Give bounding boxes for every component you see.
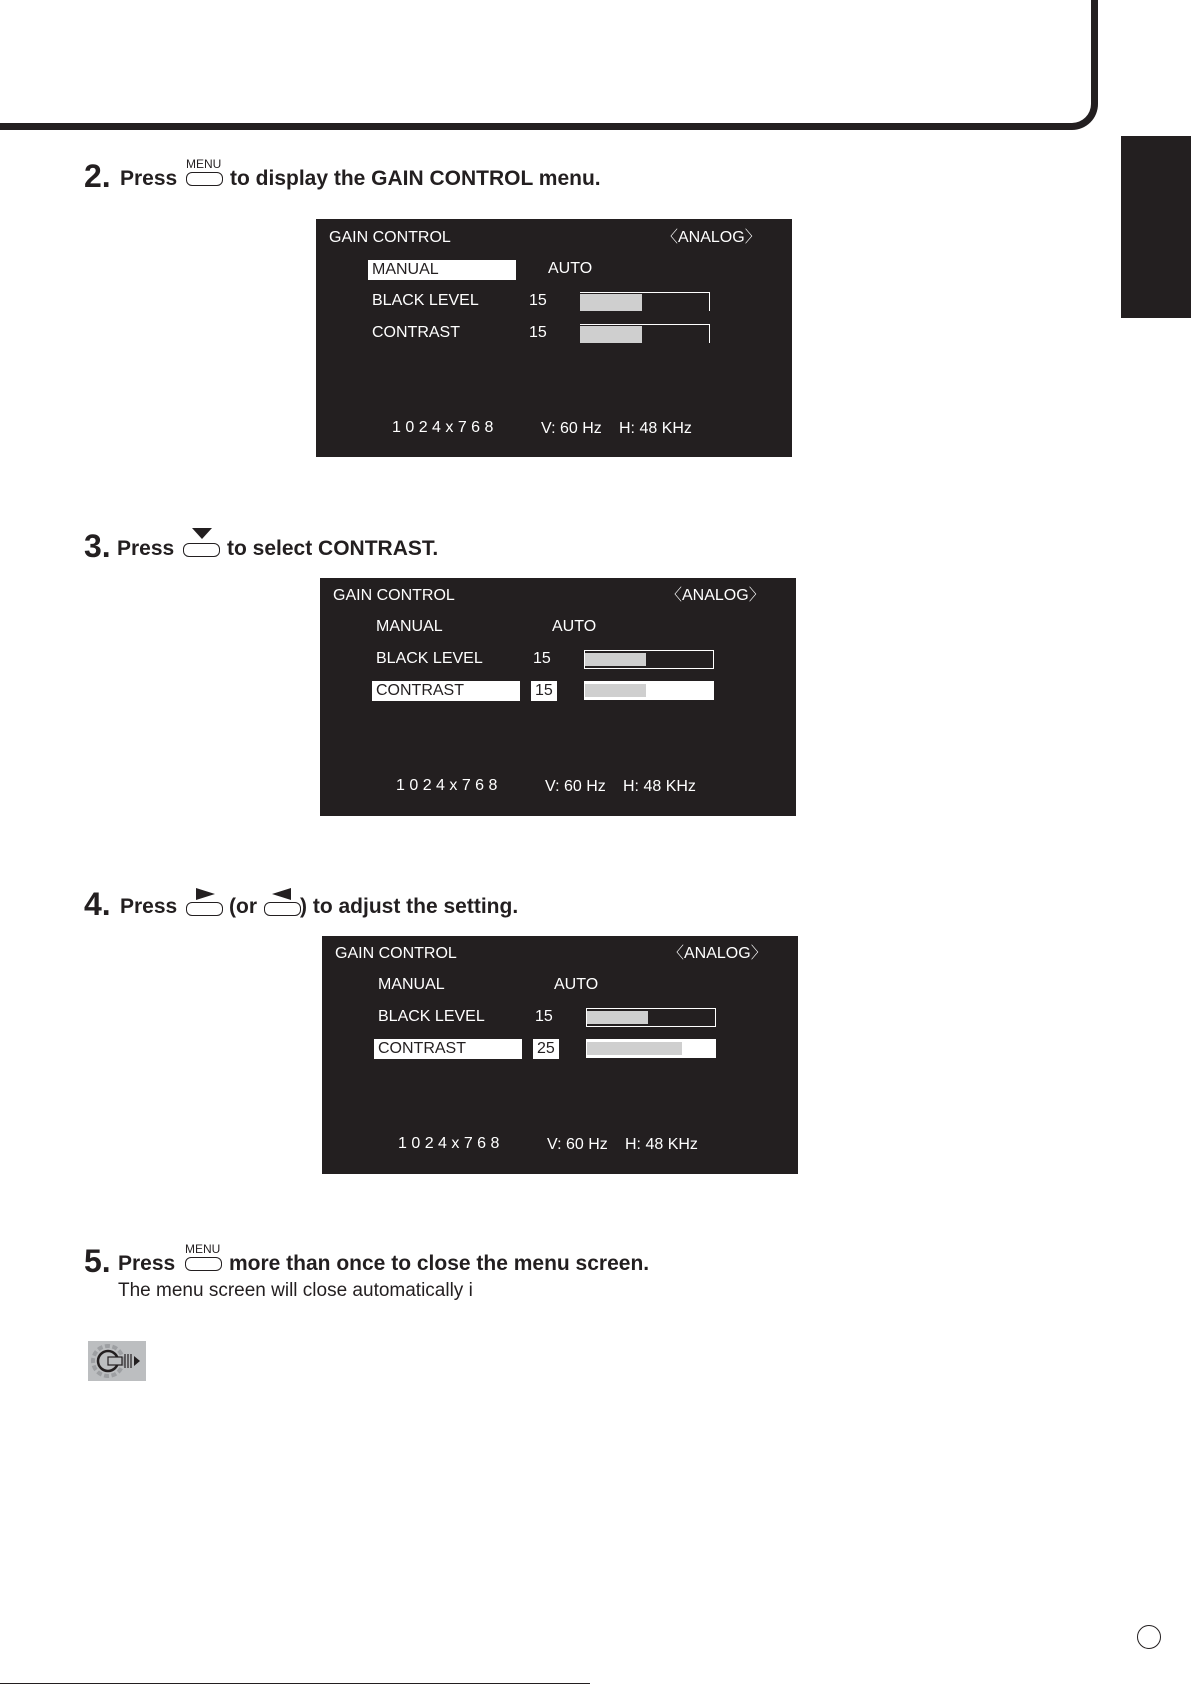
v-frequency: V: 60 Hz <box>541 420 602 437</box>
contrast-bar <box>584 681 714 700</box>
tip-icon <box>88 1341 146 1381</box>
contrast-value: 25 <box>533 1039 559 1059</box>
menu-button-label: MENU <box>186 157 222 171</box>
manual-option: MANUAL <box>378 976 445 993</box>
auto-option: AUTO <box>554 976 599 993</box>
resolution: 1 0 2 4 x 7 6 8 <box>398 1135 500 1152</box>
screen-title: GAIN CONTROL <box>329 229 451 246</box>
down-button-icon <box>183 543 220 557</box>
right-arrow-icon <box>196 888 215 900</box>
black-level-value: 15 <box>533 650 551 667</box>
contrast-label: CONTRAST <box>374 1039 522 1059</box>
step-number: 5. <box>84 1243 111 1279</box>
h-frequency: H: 48 KHz <box>619 420 692 437</box>
down-arrow-icon <box>192 528 212 539</box>
right-button-icon <box>186 902 223 916</box>
step-5 <box>84 1237 724 1277</box>
menu-button-icon <box>185 1257 222 1271</box>
black-level-label: BLACK LEVEL <box>376 650 483 667</box>
manual-option: MANUAL <box>368 260 516 280</box>
step-number: 3. <box>84 528 111 564</box>
gain-control-screen-1 <box>316 219 792 457</box>
black-level-fill <box>580 294 642 311</box>
top-frame <box>0 0 1098 130</box>
step-press: Press <box>120 895 178 918</box>
step-4 <box>84 880 684 920</box>
black-level-label: BLACK LEVEL <box>372 292 479 309</box>
screen-source: 〈ANALOG〉 <box>666 587 765 604</box>
menu-button-label: MENU <box>185 1242 221 1256</box>
page-number-circle <box>1137 1625 1161 1649</box>
auto-close-note: The menu screen will close automatically i <box>118 1280 473 1301</box>
auto-option: AUTO <box>552 618 597 635</box>
contrast-bar <box>586 1039 716 1058</box>
contrast-value: 15 <box>531 681 557 701</box>
black-level-fill <box>587 1011 648 1024</box>
black-level-value: 15 <box>535 1008 553 1025</box>
h-frequency: H: 48 KHz <box>625 1136 698 1153</box>
contrast-value: 15 <box>529 324 547 341</box>
contrast-label: CONTRAST <box>372 681 520 701</box>
step-press: Press <box>120 167 178 190</box>
screen-source: 〈ANALOG〉 <box>668 945 767 962</box>
left-button-icon <box>264 902 301 916</box>
step-press: Press <box>118 1252 176 1275</box>
step-text: ) to adjust the setting. <box>300 895 519 918</box>
black-level-bar <box>586 1008 716 1027</box>
step-2 <box>84 152 684 192</box>
step-press: Press <box>117 537 175 560</box>
resolution: 1 0 2 4 x 7 6 8 <box>392 419 494 436</box>
v-frequency: V: 60 Hz <box>545 778 606 795</box>
contrast-fill <box>580 326 642 343</box>
screen-title: GAIN CONTROL <box>335 945 457 962</box>
step-number: 2. <box>84 158 111 194</box>
screen-source: 〈ANALOG〉 <box>662 229 761 246</box>
menu-button-icon <box>186 172 223 186</box>
left-arrow-icon <box>272 888 291 900</box>
black-level-label: BLACK LEVEL <box>378 1008 485 1025</box>
step-text: to display the GAIN CONTROL menu. <box>230 167 601 190</box>
step-number: 4. <box>84 886 111 922</box>
step-text: more than once to close the menu screen. <box>229 1252 650 1275</box>
step-text: to select CONTRAST. <box>227 537 439 560</box>
black-level-value: 15 <box>529 292 547 309</box>
h-frequency: H: 48 KHz <box>623 778 696 795</box>
screen-title: GAIN CONTROL <box>333 587 455 604</box>
resolution: 1 0 2 4 x 7 6 8 <box>396 777 498 794</box>
step-or: (or <box>229 895 257 918</box>
gain-control-screen-3 <box>322 936 798 1174</box>
step-3 <box>84 522 684 562</box>
black-level-bar <box>584 650 714 669</box>
contrast-fill <box>587 1042 682 1055</box>
contrast-bar <box>580 324 710 343</box>
black-level-bar <box>580 292 710 311</box>
gain-control-screen-2 <box>320 578 796 816</box>
manual-option: MANUAL <box>376 618 443 635</box>
contrast-label: CONTRAST <box>372 324 460 341</box>
black-level-fill <box>585 653 646 666</box>
side-tab <box>1121 136 1191 318</box>
v-frequency: V: 60 Hz <box>547 1136 608 1153</box>
contrast-fill <box>585 684 646 697</box>
auto-option: AUTO <box>548 260 593 277</box>
bottom-rule <box>0 1683 590 1684</box>
